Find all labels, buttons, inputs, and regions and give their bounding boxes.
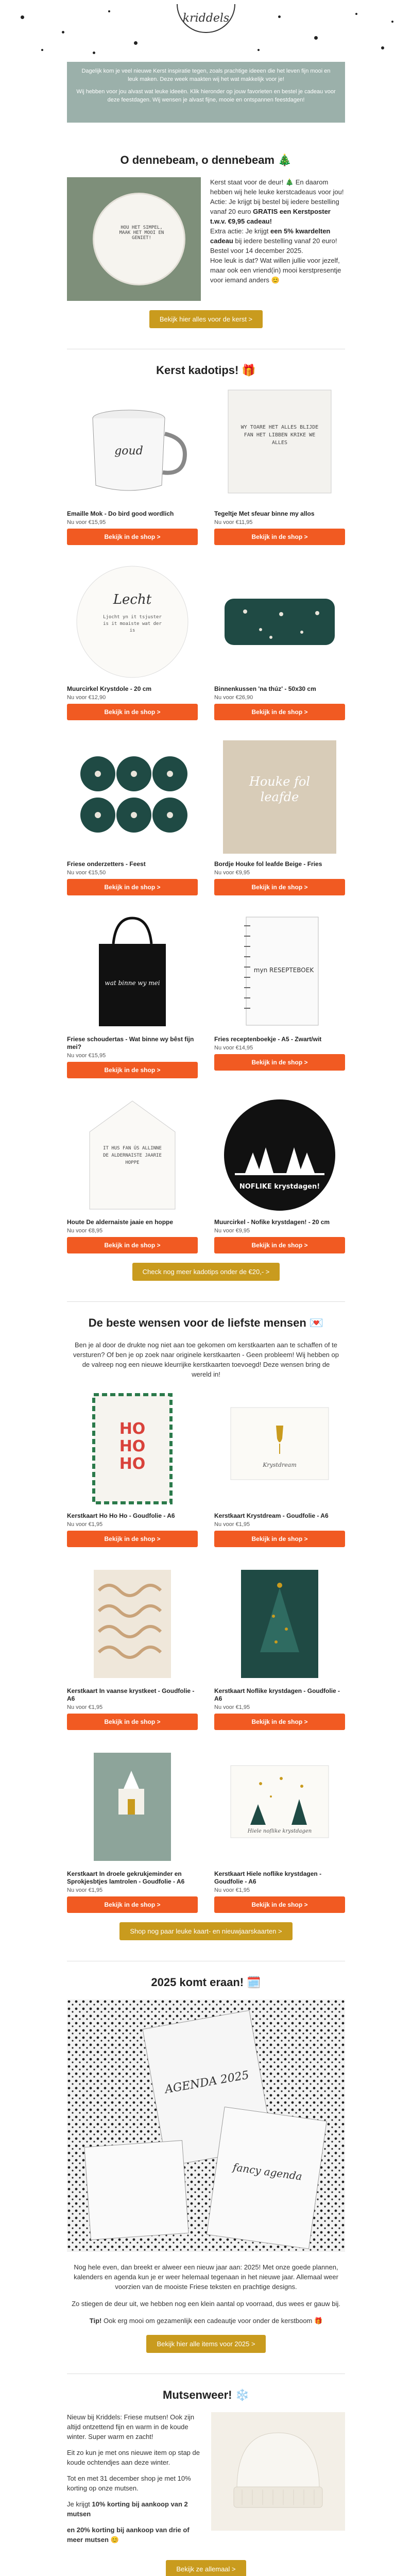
card-image-tree[interactable] bbox=[214, 1565, 345, 1683]
product-image-tile[interactable] bbox=[214, 387, 345, 506]
mutsen-button[interactable]: Bekijk ze allemaal > bbox=[166, 2560, 246, 2576]
book-text: myn RESEPTEBOEK bbox=[253, 967, 314, 974]
agenda-photo[interactable] bbox=[67, 1999, 345, 2252]
product-card bbox=[67, 738, 198, 895]
product-price: Nu voor €12,90 bbox=[67, 694, 106, 701]
product-price: Nu voor €14,95 bbox=[214, 1045, 253, 1051]
year-text bbox=[67, 2262, 345, 2326]
product-image-sign[interactable] bbox=[67, 1096, 198, 1214]
intro-banner bbox=[67, 62, 345, 123]
circle-subtext: Ljocht yn it tsjuster is it moaiste wat der is bbox=[103, 615, 162, 633]
tile-text: WY TOARE HET ALLES BLIJDE FAN HET LIBBEN KRIKE WE ALLES bbox=[241, 425, 319, 446]
wishes-grid bbox=[67, 1389, 345, 1913]
product-price: Nu voor €11,95 bbox=[214, 519, 253, 526]
more-kadotips-button[interactable]: Check nog meer kadotips onder de €20,- > bbox=[132, 1263, 280, 1281]
bag-text: wat binne wy mei bbox=[105, 979, 160, 987]
mutsen-p5: 😊 bbox=[108, 2536, 119, 2544]
product-name: Fries receptenboekje - A5 - Zwart/wit bbox=[214, 1036, 322, 1043]
intro-p3: Extra actie: Je krijgt bbox=[210, 227, 271, 235]
card-item bbox=[214, 1748, 345, 1913]
product-name: Emaille Mok - Do bird good wordlich bbox=[67, 510, 174, 517]
shop-button[interactable]: Bekijk in de shop > bbox=[214, 704, 345, 720]
product-image-coasters[interactable] bbox=[67, 738, 198, 856]
product-card bbox=[214, 563, 345, 720]
mutsen-p5-bold: en 20% korting bij aankoop van drie of meer mutsen bbox=[67, 2526, 190, 2544]
hat-photo[interactable] bbox=[211, 2412, 345, 2531]
intro-p1: Kerst staat voor de deur! 🎄 En daarom hebben wij hele leuke kerstcadeaus voor jou! bbox=[210, 178, 344, 196]
product-card bbox=[214, 738, 345, 895]
circle-text: Lecht bbox=[113, 592, 152, 607]
product-name: Houte De aldernaiste jaaie en hoppe bbox=[67, 1218, 174, 1226]
agenda-book-1-text: AGENDA 2025 bbox=[164, 2069, 250, 2096]
shop-button[interactable]: Bekijk in de shop > bbox=[214, 879, 345, 895]
intro-text bbox=[210, 177, 345, 301]
kerst-grid bbox=[67, 387, 345, 1253]
banner-text-1: Dagelijk kom je veel nieuwe Kerst inspiratie tegen, zoals prachtige ideeen die het leven fijn mooi en leuk maken. Deze week maakten wij het wat makkelijk voor je! bbox=[81, 68, 331, 82]
shop-button[interactable]: Bekijk in de shop > bbox=[67, 879, 198, 895]
product-price: Nu voor €26,90 bbox=[214, 694, 253, 701]
product-image-pillow[interactable] bbox=[214, 563, 345, 681]
intro-p4: Hoe leuk is dat? Wat willen jullie voor jezelf, maar ook een vriend(in) mooi kerstpresentje voor iemand anders 😊 bbox=[210, 257, 341, 284]
banner-text-2: Wij hebben voor jou alvast wat leuke ideeën. Klik hieronder op jouw favorieten en bestel je cadeau voor deze feestdagen. Wij wensen je alvast fijne, mooie en ontspannen feestdagen! bbox=[76, 89, 336, 103]
more-cards-button[interactable]: Shop nog paar leuke kaart- en nieuwjaarskaarten > bbox=[119, 1922, 292, 1940]
card-image-waves[interactable] bbox=[67, 1565, 198, 1683]
board-text: Houke fol leafde bbox=[249, 774, 311, 804]
year-p1: Nog hele even, dan breekt er alweer een nieuw jaar aan: 2025! Met onze goede plannen, kalenders en agenda kun je er weer helemaal tegenaan in het nieuwe jaar. Allemaal weer voorzien van de mooiste Friese teksten en prachtige designs. bbox=[74, 2263, 338, 2291]
product-price: Nu voor €15,50 bbox=[67, 870, 106, 876]
intro-title: O dennebeam, o dennebeam 🎄 bbox=[120, 154, 292, 166]
card-name: Kerstkaart In droele gekrukjeminder en Sprokjesbtjes lamtrolen - Goudfolie - A6 bbox=[67, 1870, 185, 1885]
product-price: Nu voor €8,95 bbox=[67, 1228, 103, 1234]
shop-button[interactable]: Bekijk in de shop > bbox=[214, 1714, 345, 1730]
year-p3-tip: Tip! bbox=[89, 2317, 104, 2325]
wine-text: Krystdream bbox=[263, 1462, 297, 1468]
card-name: Kerstkaart Krystdream - Goudfolie - A6 bbox=[214, 1512, 329, 1519]
card-name: Kerstkaart Hiele noflike krystdagen - Goudfolie - A6 bbox=[214, 1870, 322, 1885]
product-name: Muurcirkel - Nofike krystdagen! - 20 cm bbox=[214, 1218, 330, 1226]
card-price: Nu voor €1,95 bbox=[214, 1521, 250, 1528]
product-price: Nu voor €15,95 bbox=[67, 1053, 106, 1059]
wishes-section bbox=[67, 1302, 345, 1940]
product-name: Tegeltje Met sfeuar binne my allos bbox=[214, 510, 315, 517]
card-item bbox=[67, 1748, 198, 1913]
card-image-snow[interactable] bbox=[214, 1748, 345, 1866]
card-item bbox=[67, 1389, 198, 1547]
product-image-bag[interactable] bbox=[67, 913, 198, 1031]
product-price: Nu voor €9,95 bbox=[214, 1228, 250, 1234]
mutsen-p4: Je krijgt bbox=[67, 2500, 92, 2508]
shop-button[interactable]: Bekijk in de shop > bbox=[67, 529, 198, 545]
product-image-disc[interactable] bbox=[214, 1096, 345, 1214]
shop-button[interactable]: Bekijk in de shop > bbox=[214, 1237, 345, 1253]
product-price: Nu voor €15,95 bbox=[67, 519, 106, 526]
shop-button[interactable]: Bekijk in de shop > bbox=[67, 1062, 198, 1078]
shop-button[interactable]: Bekijk in de shop > bbox=[67, 704, 198, 720]
intro-p2-bold: GRATIS een Kerstposter t.w.v. €9,95 cadeau! bbox=[210, 208, 331, 225]
mutsen-p1: Nieuw bij Kriddels: Friese mutsen! Ook zijn altijd ontzettend fijn en warm in de koude winter. Super warm en zacht! bbox=[67, 2413, 195, 2441]
wishes-title: De beste wensen voor de liefste mensen 💌 bbox=[88, 1316, 324, 1329]
agenda-book-2-text: fancy agenda bbox=[232, 2161, 303, 2183]
product-name: Friese onderzetters - Feest bbox=[67, 860, 146, 868]
intro-p3-post: bij iedere bestelling vanaf 20 euro! Bestel voor 14 december 2025. bbox=[210, 237, 337, 255]
kerst-title: Kerst kadotips! 🎁 bbox=[156, 364, 256, 377]
wishes-text: Ben je al door de drukte nog niet aan toe gekomen om kerstkaarten aan te schaffen of te versturen? Of ben je op zoek naar originele kerstkaarten - Geen probleem! Wij hebben op de valreep nog een nieuwe kleurrijke kerstkaarten toevoegd! Deze wensen bring de wereld in! bbox=[73, 1341, 339, 1378]
year-title: 2025 komt eraan! 🗓️ bbox=[151, 1976, 261, 1989]
kerst-section bbox=[67, 349, 345, 1281]
shop-button[interactable]: Bekijk in de shop > bbox=[67, 1237, 198, 1253]
snow-text: Hiele noflike krystdagen bbox=[247, 1828, 312, 1834]
shop-button[interactable]: Bekijk in de shop > bbox=[67, 1896, 198, 1913]
product-card bbox=[214, 1096, 345, 1253]
intro-section bbox=[67, 139, 345, 328]
shop-button[interactable]: Bekijk in de shop > bbox=[214, 1896, 345, 1913]
mutsen-title: Mutsenweer! ❄️ bbox=[163, 2388, 249, 2401]
card-price: Nu voor €1,95 bbox=[67, 1521, 103, 1528]
shop-button[interactable]: Bekijk in de shop > bbox=[214, 529, 345, 545]
product-price: Nu voor €9,95 bbox=[214, 870, 250, 876]
card-price: Nu voor €1,95 bbox=[214, 1704, 250, 1710]
sign-text: IT HUS FAN ÚS ALLINNE DE ALDERNAISTE JAARIE HOPPE bbox=[103, 1146, 162, 1165]
shop-button[interactable]: Bekijk in de shop > bbox=[67, 1531, 198, 1547]
intro-photo[interactable] bbox=[67, 177, 201, 301]
logo-text: kriddels bbox=[182, 11, 230, 25]
kerst-all-button[interactable]: Bekijk hier alles voor de kerst > bbox=[149, 310, 263, 328]
product-image-circle[interactable] bbox=[67, 563, 198, 681]
card-price: Nu voor €1,95 bbox=[67, 1887, 103, 1893]
mutsen-section bbox=[67, 2374, 345, 2576]
card-price: Nu voor €1,95 bbox=[214, 1887, 250, 1893]
shop-button[interactable]: Bekijk in de shop > bbox=[214, 1531, 345, 1547]
intro-p2: Actie: Je krijgt bij bestel bij iedere bestelling vanaf 20 euro bbox=[210, 198, 339, 215]
intro-p3-bold: een 5% kwardelten cadeau bbox=[210, 227, 331, 245]
product-image-recipebook[interactable] bbox=[214, 913, 345, 1031]
card-name: Kerstkaart In vaanse krystkeet - Goudfolie - A6 bbox=[67, 1687, 195, 1702]
year-p3: Ook erg mooi om gezamenlijk een cadeautje voor onder de kerstboom 🎁 bbox=[104, 2317, 323, 2325]
plate-image bbox=[93, 193, 185, 285]
product-card bbox=[67, 387, 198, 545]
product-card bbox=[67, 563, 198, 720]
card-item bbox=[67, 1565, 198, 1730]
plate-text: HOU HET SIMPEL, MAAK HET MOOI EN GENIET! bbox=[119, 225, 164, 241]
card-image-woods[interactable] bbox=[67, 1748, 198, 1866]
mutsen-p3: Tot en met 31 december shop je met 10% korting op onze mutsen. bbox=[67, 2475, 191, 2492]
card-name: Kerstkaart Noflike krystdagen - Goudfolie - A6 bbox=[214, 1687, 340, 1702]
year-section bbox=[67, 1961, 345, 2353]
product-name: Friese schoudertas - Wat binne wy bêst fijn mei? bbox=[67, 1036, 194, 1050]
card-name: Kerstkaart Ho Ho Ho - Goudfolie - A6 bbox=[67, 1512, 175, 1519]
shop-button[interactable]: Bekijk in de shop > bbox=[214, 1054, 345, 1071]
logo[interactable] bbox=[177, 4, 235, 33]
product-card bbox=[67, 913, 198, 1078]
hohoho-text: HO HO HO bbox=[119, 1420, 146, 1473]
product-image-mug[interactable] bbox=[67, 387, 198, 506]
card-price: Nu voor €1,95 bbox=[67, 1704, 103, 1710]
product-name: Muurcirkel Krystdole - 20 cm bbox=[67, 685, 152, 692]
card-image-hohoho[interactable] bbox=[67, 1389, 198, 1508]
mutsen-p4-bold: 10% korting bij aankoop van 2 mutsen bbox=[67, 2500, 188, 2518]
product-name: Bordje Houke fol leafde Beige - Fries bbox=[214, 860, 322, 868]
shop-button[interactable]: Bekijk in de shop > bbox=[67, 1714, 198, 1730]
product-name: Binnenkussen 'na thúz' - 50x30 cm bbox=[214, 685, 316, 692]
product-card bbox=[214, 913, 345, 1078]
mug-text: goud bbox=[114, 445, 143, 457]
year-p2: Zo stiegen de deur uit, we hebben nog een klein aantal op voorraad, dus wees er gauw bij. bbox=[72, 2300, 340, 2308]
mutsen-text bbox=[67, 2412, 201, 2551]
product-card bbox=[67, 1096, 198, 1253]
card-item bbox=[214, 1565, 345, 1730]
mutsen-p2: Eit zo kun je met ons nieuwe item op stap de koude ochtendjes aan deze winter. bbox=[67, 2449, 200, 2466]
card-item bbox=[214, 1389, 345, 1547]
product-image-board[interactable] bbox=[214, 738, 345, 856]
card-image-wine[interactable] bbox=[214, 1389, 345, 1508]
disc-text: NOFLIKE krystdagen! bbox=[239, 1183, 320, 1191]
product-card bbox=[214, 387, 345, 545]
year-items-button[interactable]: Bekijk hier alle items voor 2025 > bbox=[146, 2335, 265, 2353]
